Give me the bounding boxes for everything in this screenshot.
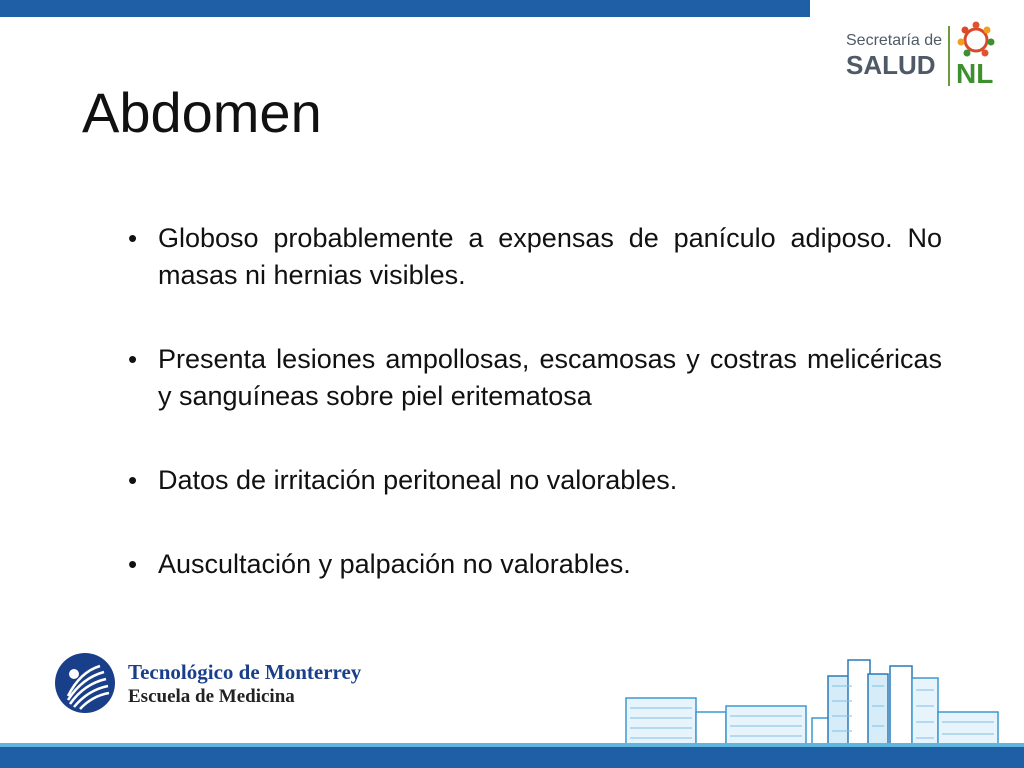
list-item xyxy=(128,341,942,415)
salud-logo-line2: SALUD xyxy=(846,50,936,80)
list-item xyxy=(128,546,942,583)
salud-seal-icon xyxy=(956,20,996,60)
salud-logo-divider xyxy=(948,26,950,86)
tec-logo-school: Escuela de Medicina xyxy=(128,686,295,707)
page-title: Abdomen xyxy=(82,81,322,144)
tec-logo-name: Tecnológico de Monterrey xyxy=(128,660,362,684)
tec-emblem-icon xyxy=(54,652,116,714)
secretaria-salud-logo xyxy=(846,20,996,90)
bullet-text: Datos de irritación peritoneal no valorables. xyxy=(158,465,678,495)
bullet-icon: • xyxy=(128,344,138,374)
bullet-text: Globoso probablemente a expensas de panículo adiposo. No masas ni hernias visibles. xyxy=(158,223,942,290)
bullet-text: Auscultación y palpación no valorables. xyxy=(158,549,631,579)
tec-monterrey-logo xyxy=(54,652,374,716)
top-accent-bar xyxy=(0,0,810,17)
salud-logo-region: NL xyxy=(956,58,994,89)
bullet-list xyxy=(128,220,942,630)
bullet-icon: • xyxy=(128,223,138,253)
list-item xyxy=(128,220,942,294)
bullet-text: Presenta lesiones ampollosas, escamosas y costras melicéricas y sanguíneas sobre piel eritematosa xyxy=(158,344,942,411)
salud-logo-line1: Secretaría de xyxy=(846,32,943,49)
list-item xyxy=(128,462,942,499)
bullet-icon: • xyxy=(128,465,138,495)
bottom-accent-bar xyxy=(0,747,1024,768)
bullet-icon: • xyxy=(128,549,138,579)
